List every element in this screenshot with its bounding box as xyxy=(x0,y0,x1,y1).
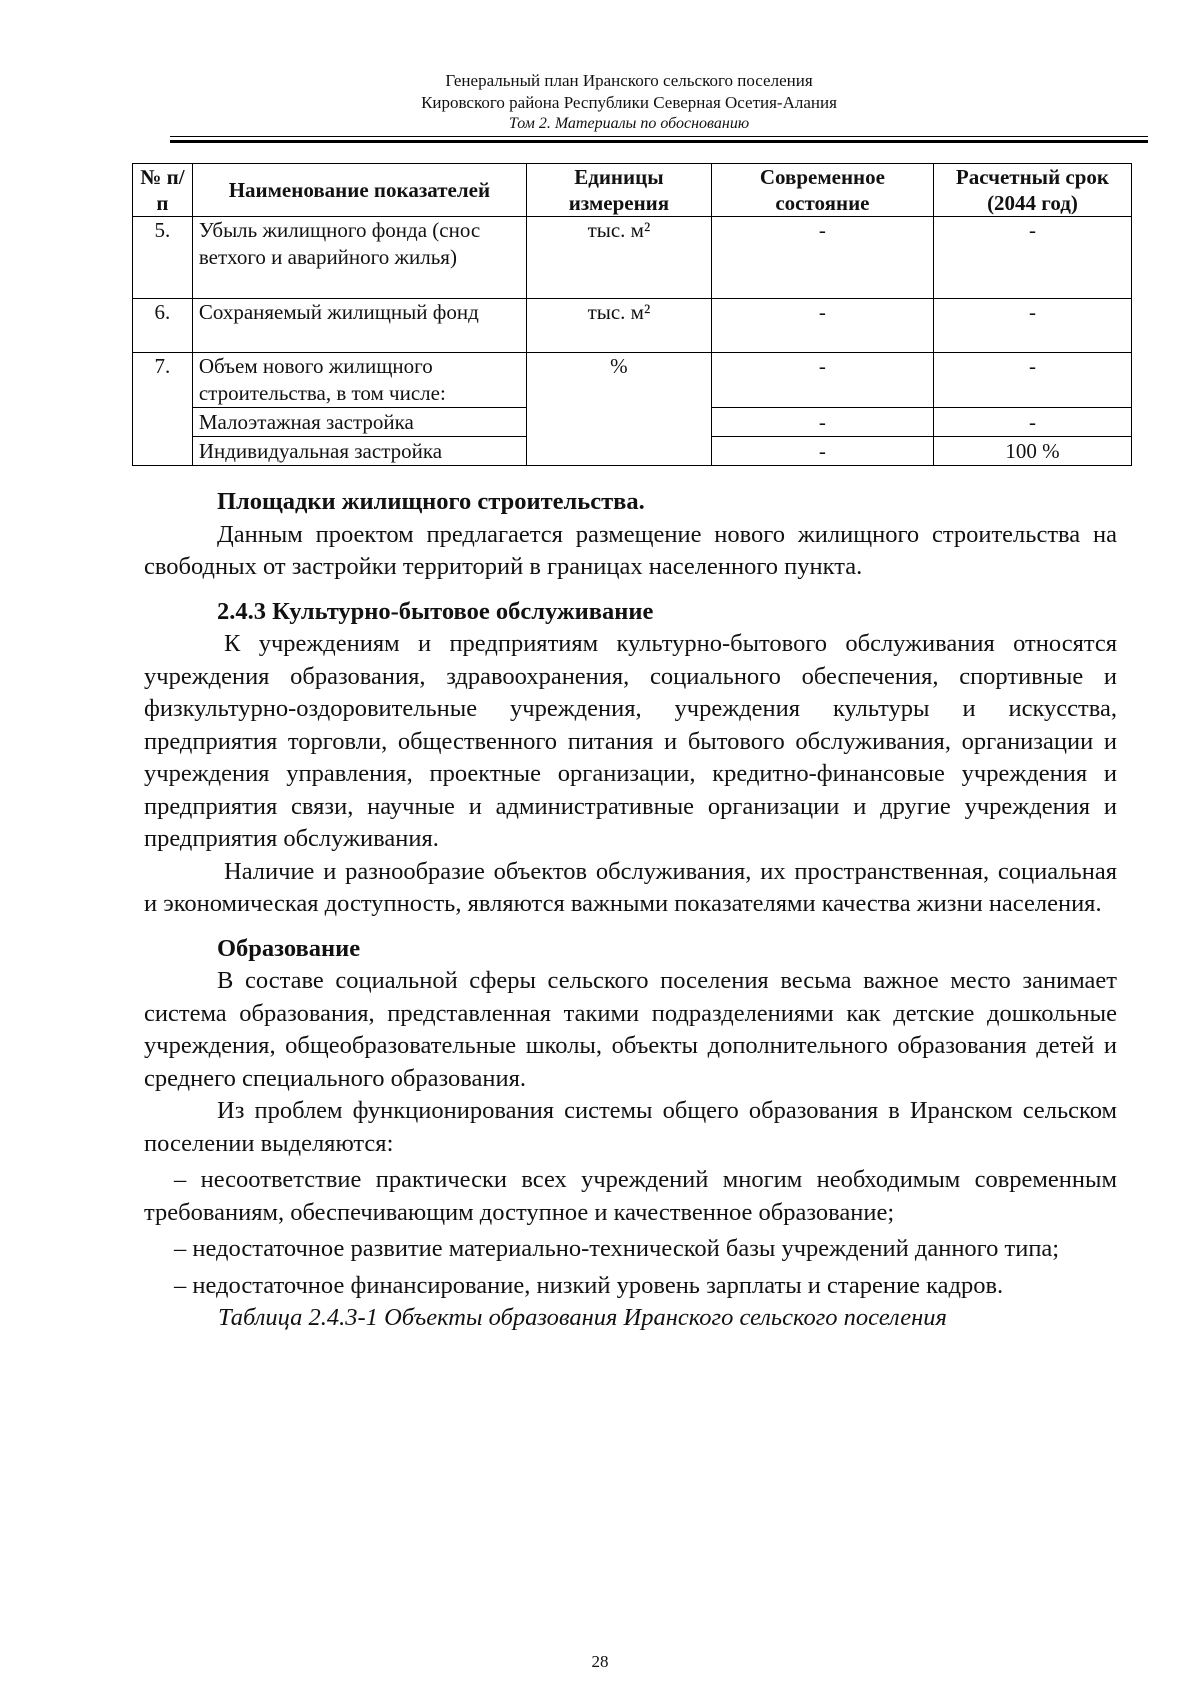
header-rule-thick xyxy=(170,140,1148,143)
cell-name: Убыль жилищного фонда (снос ветхого и аварийного жилья) xyxy=(192,217,526,299)
problem-item: – несоответствие практически всех учреждений многим необходимым современным требованиям, обеспечивающим доступное и качественное образование; xyxy=(144,1166,1117,1226)
cell-current: - xyxy=(711,299,933,353)
cell-target: - xyxy=(933,217,1131,299)
section-paragraph-1: К учреждениям и предприятиям культурно-бытового обслуживания относятся учреждения образования, здравоохранения, социального обеспечения, спортивные и физкультурно-оздоровительные учреждения, учреждения культуры и искусства, предприятия торговли, общественного питания и бытового обслуживания, организации и учреждения управления, проектные организации, кредитно-финансовые учреждения и предприятия связи, научные и административные организации и другие учреждения и предприятия обслуживания. xyxy=(144,630,1117,852)
cell-unit: тыс. м² xyxy=(526,299,711,353)
col-header-target: Расчетный срок (2044 год) xyxy=(933,164,1131,217)
cell-name: Малоэтажная застройка xyxy=(192,408,526,437)
page-header xyxy=(170,70,1088,134)
cell-target: - xyxy=(933,353,1131,408)
cell-num: 7. xyxy=(133,353,193,466)
col-header-num: № п/п xyxy=(133,164,193,217)
cell-num: 5. xyxy=(133,217,193,299)
table-header-row xyxy=(133,164,1132,217)
indicators-table xyxy=(132,163,1132,466)
section-title: 2.4.3 Культурно-бытовое обслуживание xyxy=(217,597,654,625)
header-rule-thin xyxy=(170,136,1148,137)
header-title-line1: Генеральный план Иранского сельского поселения xyxy=(445,71,813,90)
table-caption: Таблица 2.4.3-1 Объекты образования Иранского сельского поселения xyxy=(218,1304,947,1331)
education-title: Образование xyxy=(217,934,361,962)
table-row xyxy=(133,299,1132,353)
cell-target: 100 % xyxy=(933,437,1131,466)
table-row xyxy=(133,217,1132,299)
col-header-current: Современное состояние xyxy=(711,164,933,217)
cell-current: - xyxy=(711,217,933,299)
cell-name: Индивидуальная застройка xyxy=(192,437,526,466)
section-paragraph-2: Наличие и разнообразие объектов обслуживания, их пространственная, социальная и экономическая доступность, являются важными показателями качества жизни населения. xyxy=(144,857,1117,917)
problem-item: – недостаточное финансирование, низкий уровень зарплаты и старение кадров. xyxy=(174,1271,1004,1299)
header-title-line2: Кировского района Республики Северная Осетия-Алания xyxy=(421,93,837,112)
education-paragraph-1: В составе социальной сферы сельского поселения весьма важное место занимает система образования, представленная такими подразделениями как детские дошкольные учреждения, общеобразовательные школы, объекты дополнительного образования детей и среднего специального образования. xyxy=(144,967,1117,1092)
cell-name: Объем нового жилищного строительства, в том числе: xyxy=(192,353,526,408)
cell-current: - xyxy=(711,437,933,466)
cell-current: - xyxy=(711,408,933,437)
col-header-unit: Единицы измерения xyxy=(526,164,711,217)
page-number: 28 xyxy=(591,1652,609,1671)
housing-sites-title: Площадки жилищного строительства. xyxy=(217,488,645,515)
problem-item: – недостаточное развитие материально-технической базы учреждений данного типа; xyxy=(174,1235,1060,1262)
table-row xyxy=(133,353,1132,408)
cell-target: - xyxy=(933,408,1131,437)
col-header-name: Наименование показателей xyxy=(192,164,526,217)
main-text xyxy=(144,486,1117,1335)
cell-name: Сохраняемый жилищный фонд xyxy=(192,299,526,353)
header-volume: Том 2. Материалы по обоснованию xyxy=(508,115,750,132)
cell-unit: тыс. м² xyxy=(526,217,711,299)
cell-current: - xyxy=(711,353,933,408)
education-paragraph-2: Из проблем функционирования системы общего образования в Иранском сельском поселении выделяются: xyxy=(144,1097,1117,1157)
cell-unit: % xyxy=(526,353,711,466)
cell-target: - xyxy=(933,299,1131,353)
cell-num: 6. xyxy=(133,299,193,353)
housing-sites-paragraph: Данным проектом предлагается размещение нового жилищного строительства на свободных от застройки территорий в границах населенного пункта. xyxy=(144,520,1117,580)
